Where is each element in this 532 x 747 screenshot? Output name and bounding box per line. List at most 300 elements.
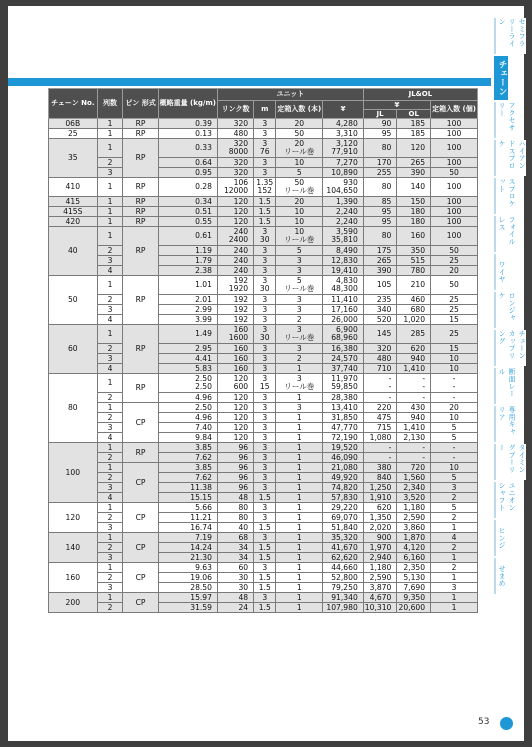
chain-no-cell: 160 (49, 563, 98, 593)
chain-no-cell: 410 (49, 178, 98, 197)
ol-price-cell: 680 (397, 305, 431, 315)
strands-cell: 2 (97, 246, 123, 256)
ol-price-cell: - (397, 443, 431, 453)
jl-ol-qty-cell: 2 (431, 493, 478, 503)
jl-price-cell: 715 (363, 423, 397, 433)
pin-type-cell: CP (123, 563, 158, 593)
chain-no-cell: 50 (49, 276, 98, 325)
unit-qty-cell: 1 (276, 533, 323, 543)
strands-cell: 1 (97, 463, 123, 473)
ol-price-cell: 1,870 (397, 533, 431, 543)
unit-qty-cell: 1 (276, 523, 323, 533)
jl-price-cell: 3,870 (363, 583, 397, 593)
strands-cell: 1 (97, 207, 123, 217)
strands-cell: 1 (97, 227, 123, 246)
side-tab-4[interactable]: スプロケット (494, 178, 516, 214)
chain-no-cell: 415S (49, 207, 98, 217)
strands-cell: 1 (97, 217, 123, 227)
chain-no-cell: 200 (49, 593, 98, 613)
unit-qty-cell: 1 (276, 393, 323, 403)
unit-qty-cell: 3 (276, 266, 323, 276)
ol-price-cell: 180 (397, 207, 431, 217)
strands-cell: 1 (97, 276, 123, 295)
unit-price-cell: 7,270 (323, 158, 364, 168)
unit-price-cell: 69,070 (323, 513, 364, 523)
strands-cell: 1 (97, 374, 123, 393)
length-cell: 3 (254, 483, 276, 493)
weight-cell: 0.95 (158, 168, 217, 178)
length-cell: 3 30 (254, 227, 276, 246)
strands-cell: 3 (97, 583, 123, 593)
link-count-cell: 320 (217, 158, 253, 168)
jl-price-cell: 520 (363, 315, 397, 325)
jl-ol-qty-cell: 1 (431, 573, 478, 583)
jl-ol-qty-cell: 2 (431, 543, 478, 553)
strands-cell: 2 (97, 513, 123, 523)
side-tab-11[interactable]: タイミングプーリー (494, 444, 526, 480)
length-cell: 3 (254, 393, 276, 403)
ol-price-cell: 430 (397, 403, 431, 413)
unit-qty-cell: 20 リール巻 (276, 139, 323, 158)
weight-cell: 5.83 (158, 364, 217, 374)
length-cell: 3 (254, 503, 276, 513)
weight-cell: 11.38 (158, 483, 217, 493)
weight-cell: 3.99 (158, 315, 217, 325)
page-number: 53 (478, 717, 490, 727)
unit-qty-cell: 3 リール巻 (276, 374, 323, 393)
strands-cell: 4 (97, 315, 123, 325)
jl-price-cell: 1,250 (363, 483, 397, 493)
ol-price-cell: 7,690 (397, 583, 431, 593)
chain-no-cell: 140 (49, 533, 98, 563)
jl-price-cell: 1,970 (363, 543, 397, 553)
jl-price-cell: 710 (363, 364, 397, 374)
link-count-cell: 96 (217, 443, 253, 453)
link-count-cell: 240 2400 (217, 227, 253, 246)
length-cell: 1.5 (254, 583, 276, 593)
jl-price-cell: - - (363, 374, 397, 393)
strands-cell: 2 (97, 295, 123, 305)
side-tab-2[interactable]: アクセサリー (494, 102, 516, 138)
length-cell: 3 76 (254, 139, 276, 158)
unit-qty-cell: 1 (276, 603, 323, 613)
jl-ol-qty-cell: 10 (431, 413, 478, 423)
chain-no-cell: 06B (49, 119, 98, 129)
side-tab-0[interactable]: セミフラリーライン (494, 18, 526, 54)
jl-price-cell: 620 (363, 503, 397, 513)
link-count-cell: 48 (217, 593, 253, 603)
jl-ol-qty-cell: 100 (431, 197, 478, 207)
strands-cell: 1 (97, 325, 123, 344)
table-row (49, 227, 478, 246)
jl-ol-qty-cell: 10 (431, 463, 478, 473)
length-cell: 3 (254, 119, 276, 129)
ol-price-cell: 210 (397, 276, 431, 295)
strands-cell: 3 (97, 256, 123, 266)
length-cell: 3 (254, 463, 276, 473)
link-count-header: リンク数 (217, 101, 253, 119)
weight-cell: 1.79 (158, 256, 217, 266)
link-count-cell: 30 (217, 573, 253, 583)
unit-qty-cell: 10 リール巻 (276, 227, 323, 246)
side-tab-12[interactable]: ユニオンシャフト (494, 482, 516, 518)
jl-ol-qty-cell: 1 (431, 593, 478, 603)
pin-type-cell: RP (123, 197, 158, 207)
jl-ol-qty-cell: 50 (431, 276, 478, 295)
pin-type-cell: RP (123, 139, 158, 178)
jl-ol-qty-cell: 15 (431, 344, 478, 354)
pin-type-cell: RP (123, 374, 158, 403)
length-cell: 3 (254, 403, 276, 413)
ol-price-cell: 1,410 (397, 364, 431, 374)
jl-ol-qty-cell: 10 (431, 364, 478, 374)
link-count-cell: 320 8000 (217, 139, 253, 158)
unit-price-cell: 44,660 (323, 563, 364, 573)
jl-ol-qty-cell: 100 (431, 207, 478, 217)
ol-price-cell: 780 (397, 266, 431, 276)
strands-cell: 1 (97, 129, 123, 139)
length-cell: 3 (254, 453, 276, 463)
unit-qty-cell: 2 (276, 354, 323, 364)
unit-price-cell: 6,900 68,960 (323, 325, 364, 344)
jl-price-cell: 80 (363, 227, 397, 246)
unit-qty-cell: 1 (276, 563, 323, 573)
unit-qty-cell: 1 (276, 463, 323, 473)
jl-price-cell: 95 (363, 207, 397, 217)
table-row (49, 256, 478, 266)
jl-ol-qty-cell: 100 (431, 178, 478, 197)
weight-cell: 7.40 (158, 423, 217, 433)
unit-qty-cell: 10 (276, 158, 323, 168)
link-count-cell: 320 (217, 119, 253, 129)
unit-qty-cell: 3 (276, 344, 323, 354)
side-tab-3[interactable]: ハイアンドスプロケ (494, 140, 526, 176)
weight-cell: 21.30 (158, 553, 217, 563)
table-row (49, 178, 478, 197)
table-row (49, 344, 478, 354)
side-tab-14[interactable]: せまめ (494, 558, 506, 594)
ol-price-cell: 1,560 (397, 473, 431, 483)
weight-cell: 4.41 (158, 354, 217, 364)
side-tab-9[interactable]: 断面レール (494, 368, 516, 404)
jl-ol-qty-cell: 25 (431, 305, 478, 315)
link-count-cell: 96 (217, 473, 253, 483)
table-row (49, 315, 478, 325)
strands-cell: 1 (97, 197, 123, 207)
length-cell: 3 (254, 433, 276, 443)
jl-price-cell: 1,910 (363, 493, 397, 503)
table-row (49, 325, 478, 344)
table-row (49, 563, 478, 573)
ol-price-cell: - (397, 393, 431, 403)
link-count-cell: 160 1600 (217, 325, 253, 344)
table-row (49, 276, 478, 295)
table-row (49, 573, 478, 583)
unit-price-cell: 4,280 (323, 119, 364, 129)
weight-cell: 0.64 (158, 158, 217, 168)
weight-cell: 3.85 (158, 463, 217, 473)
length-cell: 3 (254, 295, 276, 305)
table-row (49, 168, 478, 178)
table-row (49, 493, 478, 503)
table-row (49, 364, 478, 374)
link-count-cell: 160 (217, 354, 253, 364)
ol-price-cell: 1,180 (397, 503, 431, 513)
side-tab-6[interactable]: ワイヤ (494, 254, 506, 290)
unit-price-cell: 16,380 (323, 344, 364, 354)
jl-ol-qty-cell: 25 (431, 295, 478, 305)
jl-ol-qty-cell: 100 (431, 139, 478, 158)
page-marker-dot (500, 717, 513, 730)
table-row (49, 374, 478, 393)
unit-qty-cell: 3 (276, 403, 323, 413)
table-row (49, 295, 478, 305)
strands-header: 列数 (97, 89, 123, 119)
pin-type-header: ピン 形式 (123, 89, 158, 119)
length-cell: 1.5 (254, 493, 276, 503)
weight-cell: 0.39 (158, 119, 217, 129)
chain-no-cell: 100 (49, 443, 98, 503)
unit-price-cell: 930 104,650 (323, 178, 364, 197)
length-cell: 3 (254, 246, 276, 256)
table-row (49, 503, 478, 513)
weight-cell: 28.50 (158, 583, 217, 593)
weight-cell: 0.28 (158, 178, 217, 197)
table-row (49, 603, 478, 613)
jl-ol-qty-cell: 1 (431, 603, 478, 613)
unit-price-cell: 28,380 (323, 393, 364, 403)
unit-qty-cell: 5 (276, 168, 323, 178)
ol-price-cell: 460 (397, 295, 431, 305)
jl-ol-price-header: ¥ (363, 101, 430, 110)
link-count-cell: 34 (217, 543, 253, 553)
side-tab-1[interactable]: チェーン (494, 56, 508, 100)
unit-price-cell: 72,190 (323, 433, 364, 443)
jl-ol-qty-cell: 1 (431, 523, 478, 533)
weight-cell: 5.66 (158, 503, 217, 513)
strands-cell: 3 (97, 168, 123, 178)
jl-ol-qty-cell: 5 (431, 473, 478, 483)
unit-qty-cell: 3 (276, 305, 323, 315)
link-count-cell: 120 600 (217, 374, 253, 393)
strands-cell: 2 (97, 393, 123, 403)
unit-price-cell: 11,970 59,850 (323, 374, 364, 393)
unit-qty-cell: 1 (276, 593, 323, 603)
weight-cell: 1.49 (158, 325, 217, 344)
unit-price-cell: 12,830 (323, 256, 364, 266)
jl-price-cell: 340 (363, 305, 397, 315)
unit-qty-cell: 2 (276, 315, 323, 325)
link-count-cell: 192 (217, 295, 253, 305)
table-row (49, 473, 478, 483)
ol-price-cell: 160 (397, 227, 431, 246)
length-cell: 3 15 (254, 374, 276, 393)
unit-qty-cell: 3 (276, 256, 323, 266)
pin-type-cell: RP (123, 207, 158, 217)
unit-qty-cell: 5 (276, 246, 323, 256)
unit-price-cell: 91,340 (323, 593, 364, 603)
jl-price-cell: 390 (363, 266, 397, 276)
strands-cell: 1 (97, 533, 123, 543)
catalog-page (8, 6, 524, 741)
jl-price-cell: 380 (363, 463, 397, 473)
side-tab-10[interactable]: 専用キャリア (494, 406, 516, 442)
jl-price-cell: 320 (363, 344, 397, 354)
jl-ol-qty-cell: - (431, 453, 478, 463)
strands-cell: 2 (97, 413, 123, 423)
unit-header: ユニット (217, 89, 363, 101)
unit-price-cell: 31,850 (323, 413, 364, 423)
weight-cell: 4.96 (158, 413, 217, 423)
jl-ol-qty-cell: 50 (431, 246, 478, 256)
length-cell: 3 (254, 256, 276, 266)
unit-qty-cell: 3 (276, 295, 323, 305)
length-cell: 3 (254, 593, 276, 603)
jl-price-cell: 80 (363, 178, 397, 197)
ol-price-cell: 265 (397, 158, 431, 168)
length-cell: 1.5 (254, 217, 276, 227)
unit-price-cell: 52,800 (323, 573, 364, 583)
table-row (49, 553, 478, 563)
ol-price-cell: 20,600 (397, 603, 431, 613)
jl-ol-qty-cell: 5 (431, 503, 478, 513)
jl-price-cell: 175 (363, 246, 397, 256)
strands-cell: 2 (97, 603, 123, 613)
jl-ol-qty-cell: 4 (431, 533, 478, 543)
jl-price-cell: 170 (363, 158, 397, 168)
jl-price-cell: 95 (363, 129, 397, 139)
jl-price-cell: - (363, 453, 397, 463)
jl-ol-qty-cell: 3 (431, 483, 478, 493)
jl-price-cell: 235 (363, 295, 397, 305)
unit-price-cell: 8,490 (323, 246, 364, 256)
weight-cell: 0.55 (158, 217, 217, 227)
unit-price-cell: 1,390 (323, 197, 364, 207)
link-count-cell: 120 (217, 413, 253, 423)
unit-price-cell: 35,320 (323, 533, 364, 543)
strands-cell: 4 (97, 493, 123, 503)
jl-ol-qty-cell: 100 (431, 158, 478, 168)
table-row (49, 443, 478, 453)
table-row (49, 413, 478, 423)
unit-qty-cell: 1 (276, 543, 323, 553)
link-count-cell: 24 (217, 603, 253, 613)
ol-price-cell: 140 (397, 178, 431, 197)
pin-type-cell: RP (123, 129, 158, 139)
jl-price-cell: 2,590 (363, 573, 397, 583)
link-count-cell: 192 (217, 315, 253, 325)
unit-price-cell: 19,520 (323, 443, 364, 453)
weight-cell: 2.50 (158, 403, 217, 413)
weight-cell: 2.99 (158, 305, 217, 315)
unit-qty-cell: 1 (276, 413, 323, 423)
link-count-cell: 120 (217, 217, 253, 227)
unit-price-cell: 41,670 (323, 543, 364, 553)
pin-type-cell: CP (123, 403, 158, 443)
weight-cell: 0.34 (158, 197, 217, 207)
jl-price-cell: 840 (363, 473, 397, 483)
strands-cell: 1 (97, 403, 123, 413)
ol-price-cell: - (397, 453, 431, 463)
ol-price-cell: 1,410 (397, 423, 431, 433)
link-count-cell: 68 (217, 533, 253, 543)
unit-price-cell: 74,820 (323, 483, 364, 493)
section-index-tabs (494, 18, 524, 596)
pin-type-cell: RP (123, 325, 158, 374)
length-cell: 3 (254, 354, 276, 364)
length-cell: 3 (254, 305, 276, 315)
section-header-bar (8, 78, 491, 86)
strands-cell: 4 (97, 266, 123, 276)
length-cell: 3 (254, 533, 276, 543)
ol-header: OL (397, 110, 431, 119)
length-cell: 3 (254, 266, 276, 276)
unit-price-cell: 21,080 (323, 463, 364, 473)
length-cell: 3 (254, 513, 276, 523)
ol-price-cell: 4,120 (397, 543, 431, 553)
ol-price-cell: 2,350 (397, 563, 431, 573)
length-cell: 3 (254, 563, 276, 573)
weight-cell: 16.74 (158, 523, 217, 533)
weight-cell: 0.51 (158, 207, 217, 217)
unit-price-cell: 47,770 (323, 423, 364, 433)
length-cell: 1.35 152 (254, 178, 276, 197)
weight-cell: 1.19 (158, 246, 217, 256)
pin-type-cell: RP (123, 443, 158, 463)
strands-cell: 3 (97, 354, 123, 364)
table-row (49, 483, 478, 493)
side-tab-13[interactable]: ヒンジ (494, 520, 506, 556)
length-cell: 3 (254, 344, 276, 354)
jl-price-cell: - (363, 443, 397, 453)
ol-price-cell: 5,130 (397, 573, 431, 583)
pin-type-cell: CP (123, 503, 158, 533)
ol-price-cell: 2,590 (397, 513, 431, 523)
side-tab-7[interactable]: ロンジャケ (494, 292, 516, 328)
strands-cell: 1 (97, 593, 123, 603)
jl-ol-qty-cell: - - (431, 374, 478, 393)
ol-price-cell: 3,860 (397, 523, 431, 533)
side-tab-5[interactable]: フォイルレス (494, 216, 516, 252)
ol-price-cell: 2,340 (397, 483, 431, 493)
table-row (49, 403, 478, 413)
weight-cell: 2.50 2.50 (158, 374, 217, 393)
jl-ol-qty-cell: - (431, 443, 478, 453)
weight-cell: 14.24 (158, 543, 217, 553)
unit-price-cell: 57,830 (323, 493, 364, 503)
strands-cell: 3 (97, 553, 123, 563)
table-row (49, 523, 478, 533)
link-count-cell: 60 (217, 563, 253, 573)
ol-price-cell: 1,020 (397, 315, 431, 325)
unit-price-cell: 107,980 (323, 603, 364, 613)
table-row (49, 453, 478, 463)
weight-cell: 7.62 (158, 473, 217, 483)
weight-cell: 15.97 (158, 593, 217, 603)
ol-price-cell: 185 (397, 119, 431, 129)
jl-ol-qty-header: 定箱入数 (個) (431, 101, 478, 119)
side-tab-8[interactable]: チェーンカップリング (494, 330, 526, 366)
length-cell: 3 (254, 129, 276, 139)
jl-price-cell: 4,670 (363, 593, 397, 603)
length-cell: 3 (254, 473, 276, 483)
jl-ol-qty-cell: 50 (431, 168, 478, 178)
weight-cell: 9.84 (158, 433, 217, 443)
unit-qty-cell: 1 (276, 433, 323, 443)
chain-no-cell: 80 (49, 374, 98, 443)
ol-price-cell: 515 (397, 256, 431, 266)
jl-ol-qty-cell: 2 (431, 513, 478, 523)
